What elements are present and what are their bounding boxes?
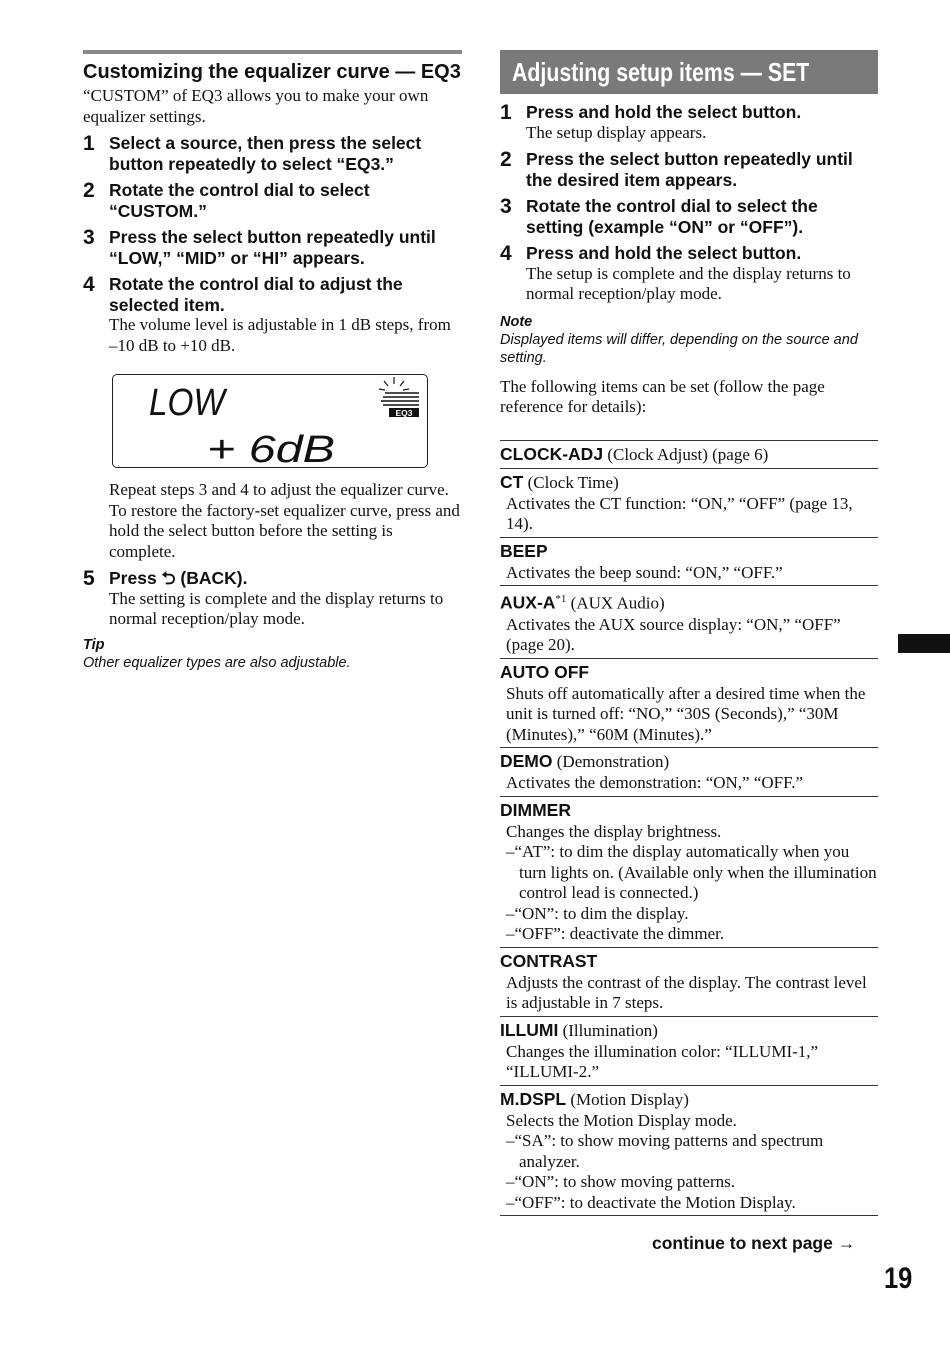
- setup-item: [500, 796, 878, 947]
- set-step-4: [500, 243, 878, 305]
- setup-item-name: ILLUMI: [500, 1019, 559, 1040]
- setup-item-name: M.DSPL: [500, 1088, 567, 1109]
- setup-item: [500, 440, 878, 468]
- setup-item-heading: [500, 540, 878, 563]
- step-number: 4: [83, 273, 95, 296]
- setup-item-heading: [500, 799, 878, 822]
- setup-item-description: Adjusts the contrast of the display. The contrast level is adjustable in 7 steps.: [506, 972, 867, 1013]
- section-top-rule: [83, 50, 462, 54]
- setup-item-option: –“ON”: to dim the display.: [506, 903, 689, 923]
- continue-to-next-page: continue to next page →: [652, 1233, 856, 1253]
- setup-item-description: Changes the illumination color: “ILLUMI-1,” “ILLUMI-2.”: [506, 1041, 819, 1082]
- chapter-edge-tab: [898, 634, 950, 653]
- restore-note: To restore the factory-set equalizer curve, press and hold the select button before the setting is complete.: [109, 500, 460, 561]
- setup-item: [500, 747, 878, 796]
- set-step-3: [500, 196, 878, 237]
- setup-item-name: AUTO OFF: [500, 661, 590, 682]
- eq3-indicator-label: EQ3: [395, 408, 413, 418]
- step-instruction: Rotate the control dial to select the setting (example “ON” or “OFF”).: [526, 196, 818, 237]
- step-instruction: Press ⮌ (BACK).: [109, 568, 248, 588]
- lcd-display-illustration: [112, 374, 428, 468]
- step-number: 1: [500, 101, 512, 124]
- note-label: Note: [500, 313, 533, 330]
- setup-item-name: CT: [500, 471, 524, 492]
- setup-item-name: DIMMER: [500, 799, 571, 820]
- setup-item-heading: [500, 1088, 878, 1111]
- step-instruction: Rotate the control dial to select “CUSTOM.”: [109, 180, 370, 221]
- setup-item-name: CLOCK-ADJ: [500, 443, 604, 464]
- setup-item-heading: [500, 471, 878, 494]
- setup-item-heading: [500, 750, 878, 773]
- setup-item-full-name: (Demonstration): [552, 752, 670, 772]
- banner-title: Adjusting setup items — SET: [512, 56, 810, 87]
- step-description: The volume level is adjustable in 1 dB steps, from –10 dB to +10 dB.: [109, 315, 451, 355]
- setup-item: [500, 585, 878, 658]
- page-number: 19: [884, 1262, 913, 1295]
- items-intro: The following items can be set (follow the page reference for details):: [500, 376, 825, 416]
- step-instruction: Press the select button repeatedly until “LOW,” “MID” or “HI” appears.: [109, 227, 436, 268]
- step-number: 2: [500, 148, 512, 171]
- setup-item-heading: [500, 1019, 878, 1042]
- section-banner: [500, 50, 878, 94]
- setup-item-heading: [500, 950, 878, 973]
- eq3-indicator-icon: [379, 377, 419, 418]
- setup-item: [500, 468, 878, 537]
- setup-item-heading: [500, 443, 878, 466]
- step-instruction: Press and hold the select button.: [526, 243, 802, 263]
- setup-item-description: Changes the display brightness.: [506, 821, 722, 841]
- setup-item-description: Activates the AUX source display: “ON,” “OFF” (page 20).: [506, 614, 841, 655]
- setup-item-full-name: (Illumination): [558, 1020, 658, 1040]
- step-number: 5: [83, 567, 95, 590]
- setup-item-description: Activates the demonstration: “ON,” “OFF.”: [506, 773, 804, 793]
- setup-item-full-name: (Clock Adjust) (page 6): [603, 444, 769, 464]
- step-description: The setup display appears.: [526, 122, 707, 142]
- tip-text: Other equalizer types are also adjustable.: [83, 654, 351, 671]
- setup-item-option: –“OFF”: deactivate the dimmer.: [506, 924, 725, 944]
- setup-item-description: Activates the CT function: “ON,” “OFF” (page 13, 14).: [506, 493, 853, 533]
- step-instruction: Press the select button repeatedly until the desired item appears.: [526, 149, 853, 190]
- setup-item-option: –“OFF”: to deactivate the Motion Display.: [506, 1192, 796, 1212]
- tip-label: Tip: [83, 636, 105, 653]
- footnote-marker: *1: [555, 593, 567, 605]
- setup-item-name: AUX-A: [500, 592, 556, 613]
- step-description: The setup is complete and the display returns to normal reception/play mode.: [526, 263, 851, 303]
- setup-item: [500, 658, 878, 748]
- step-instruction: Select a source, then press the select button repeatedly to select “EQ3.”: [109, 133, 422, 174]
- step-number: 4: [500, 242, 512, 265]
- section-title: Customizing the equalizer curve — EQ3: [83, 61, 461, 83]
- eq3-section: [83, 50, 462, 672]
- eq3-step-5: [83, 568, 462, 630]
- setup-item-full-name: (AUX Audio): [566, 593, 665, 613]
- setup-item: [500, 537, 878, 586]
- setup-item-name: CONTRAST: [500, 950, 598, 971]
- set-section: [500, 50, 878, 1216]
- setup-item-full-name: (Motion Display): [566, 1089, 689, 1109]
- setup-item-description: Activates the beep sound: “ON,” “OFF.”: [506, 562, 783, 582]
- step-number: 2: [83, 179, 95, 202]
- setup-item-option: –“AT”: to dim the display automatically when you turn lights on. (Available only when the illumination control lead is connected.): [506, 842, 877, 903]
- step-number: 3: [83, 226, 95, 249]
- setup-item-name: DEMO: [500, 751, 553, 772]
- step-instruction: Rotate the control dial to adjust the selected item.: [109, 274, 403, 315]
- set-step-2: [500, 149, 878, 190]
- step-description: The setting is complete and the display returns to normal reception/play mode.: [109, 588, 444, 628]
- setup-item: [500, 947, 878, 1016]
- setup-item-description: Selects the Motion Display mode.: [506, 1110, 737, 1130]
- note-text: Displayed items will differ, depending on the source and setting.: [500, 331, 858, 366]
- section-intro: “CUSTOM” of EQ3 allows you to make your own equalizer settings.: [83, 86, 429, 126]
- lcd-line-2: + 6dB: [207, 429, 335, 467]
- setup-item-heading: [500, 661, 878, 684]
- setup-item: [500, 1085, 878, 1217]
- set-step-1: [500, 102, 878, 143]
- eq3-step-1: [83, 133, 462, 174]
- step-instruction: Press and hold the select button.: [526, 102, 802, 122]
- setup-item-full-name: (Clock Time): [523, 472, 619, 492]
- repeat-note: Repeat steps 3 and 4 to adjust the equalizer curve.: [109, 480, 449, 499]
- setup-item-name: BEEP: [500, 540, 548, 561]
- setup-item-heading: [500, 588, 878, 615]
- setup-item-description: Shuts off automatically after a desired time when the unit is turned off: “NO,” “30S (Seconds),” “30M (Minutes),” “60M (Minutes).”: [506, 683, 866, 744]
- setup-items-list: [500, 440, 878, 1217]
- lcd-line-1: LOW: [149, 382, 228, 424]
- eq3-step-3: [83, 227, 462, 268]
- setup-item-option: –“SA”: to show moving patterns and spectrum analyzer.: [506, 1131, 824, 1171]
- eq3-step-2: [83, 180, 462, 221]
- eq3-step-4: [83, 274, 462, 562]
- step-number: 3: [500, 195, 512, 218]
- setup-item-option: –“ON”: to show moving patterns.: [506, 1172, 735, 1192]
- step-number: 1: [83, 132, 95, 155]
- setup-item: [500, 1016, 878, 1085]
